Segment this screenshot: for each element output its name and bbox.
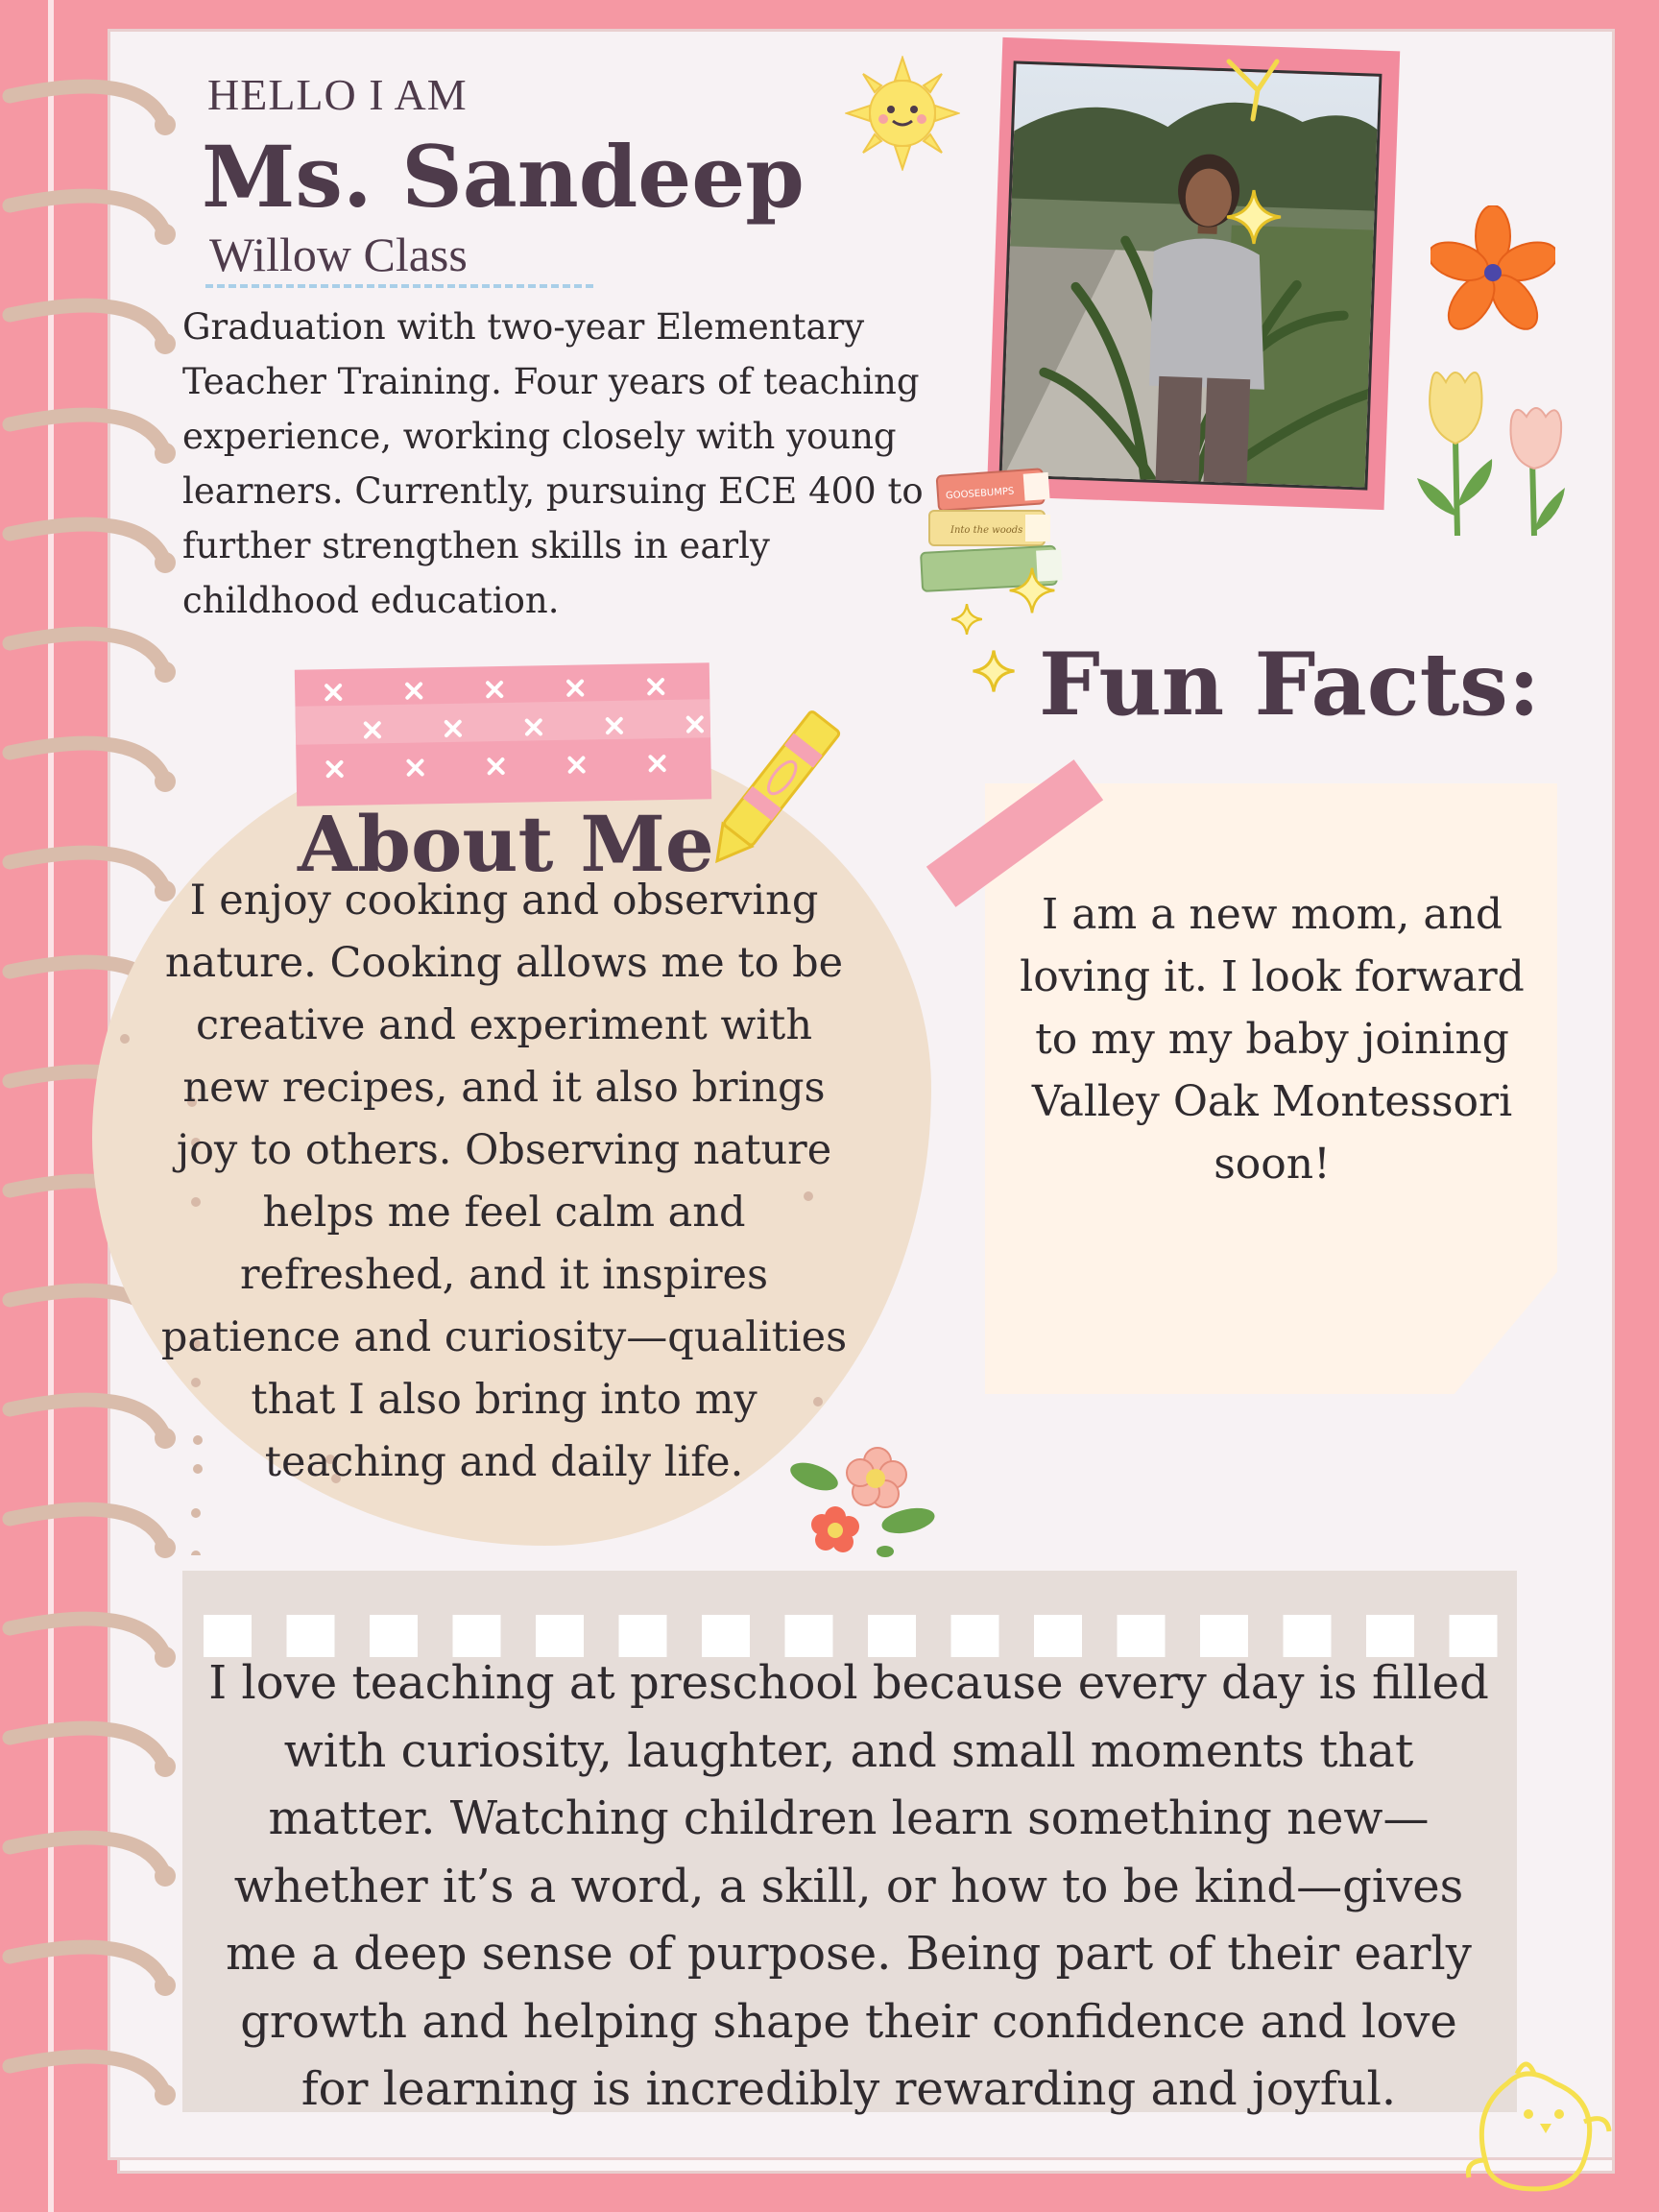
teacher-name: Ms. Sandeep [202,127,805,227]
spiral-ring [10,1838,165,1876]
spiral-hole [155,1975,176,1996]
teacher-photo [999,60,1382,490]
spiral-ring [10,1728,165,1767]
sparkle-icon [1225,188,1283,246]
about-me-title: About Me [298,799,714,889]
spiral-ring [10,524,165,563]
spiral-hole [155,443,176,464]
spiral-hole [155,1647,176,1668]
spiral-ring [10,1619,165,1657]
spiral-ring [10,415,165,453]
spiral-hole [155,552,176,573]
spiral-ring [10,196,165,234]
spiral-hole [155,1756,176,1777]
sparkle-icon [972,649,1016,693]
sparkle-icon [1008,566,1056,614]
spiral-hole [155,1865,176,1887]
spiral-hole [155,661,176,683]
spiral-ring [10,305,165,344]
about-me-text: I enjoy cooking and observing nature. Cooking allows me to be creative and experiment with new recipes, and it also brings joy to others. Observing nature helps me feel calm and refreshed, and it inspires patience and curiosity—qualities that I also bring into my teaching and daily life. [160,877,848,1486]
sparkle-icon [950,603,983,636]
teaching-text: I love teaching at preschool because every day is filled with curiosity, laughter, and small moments that matter. Watching children learn something new—whether it’s a word, a skill, or how to be kind—gives me a deep sense of purpose. Being part of their early growth and helping shape their confidence and love for learning is incredibly rewarding and joyful. [208,1656,1489,2116]
fun-facts-title: Fun Facts: [1039,634,1541,735]
class-name: Willow Class [209,228,468,281]
orange-flower-icon [1431,205,1555,340]
crayon-icon [699,703,843,881]
book-spine-1: GOOSEBUMPS [945,486,1015,502]
class-underline [205,284,593,288]
intro-text: Graduation with two-year Elementary Teacher Training. Four years of teaching experience, working closely with young learners. Currently, pursuing ECE 400 to further strengthen skills in early childhood education. [182,306,924,621]
spiral-ring [10,1947,165,1985]
spiral-ring [10,86,165,125]
hello-label: HELLO I AM [207,70,468,119]
spiral-hole [155,224,176,245]
book-spine-2: Into the woods [950,525,1023,536]
sun-icon [845,56,960,171]
fun-facts-text: I am a new mom, and loving it. I look forward to my my baby joining Valley Oak Montessori soon! [1020,890,1525,1189]
spiral-ring [10,634,165,672]
chick-icon [1459,2055,1613,2199]
sparkle-icon [1219,52,1286,129]
spiral-hole [155,114,176,135]
tulip-icon [1407,363,1580,541]
spiral-hole [155,2084,176,2105]
flower-cluster-icon [785,1434,939,1565]
spiral-hole [155,333,176,354]
spiral-ring [10,2056,165,2095]
washi-tape-icon [295,662,711,806]
